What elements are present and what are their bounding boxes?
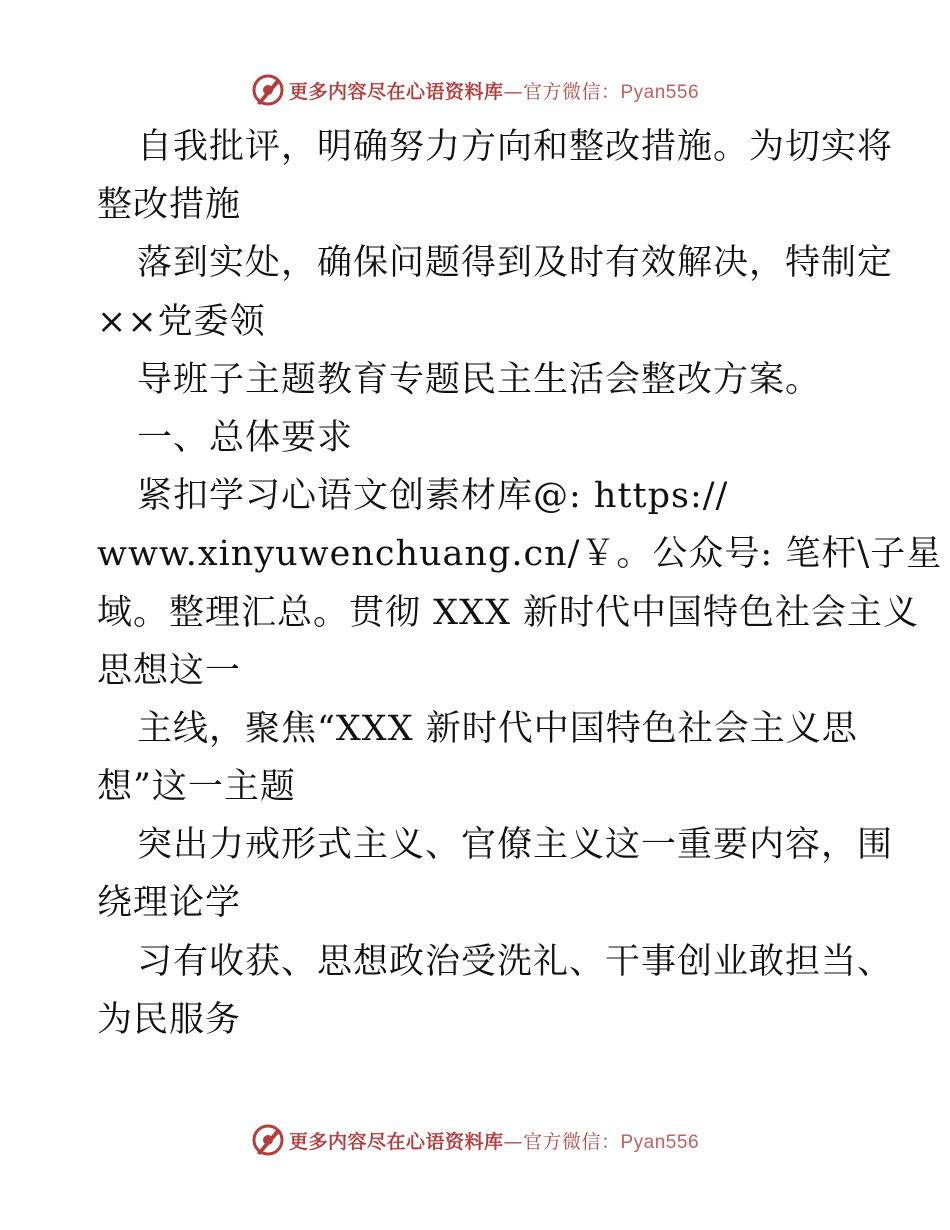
watermark-main-text: 更多内容尽在心语资料库 <box>288 80 504 103</box>
text-line: 突出力戒形式主义、官僚主义这一重要内容，围 <box>137 825 894 866</box>
watermark-dash: — <box>503 1130 523 1153</box>
text-line: 导班子主题教育专题民主生活会整改方案。 <box>137 359 822 400</box>
text-line: 主线，聚焦“XXX 新时代中国特色社会主义思 <box>137 708 858 749</box>
section-heading: 一、总体要求 <box>137 417 354 458</box>
text-line: 整改措施 <box>97 185 242 226</box>
text-line: 落到实处，确保问题得到及时有效解决，特制定 <box>137 243 894 284</box>
footer-watermark <box>0 1120 950 1160</box>
watermark-dash: — <box>503 80 523 103</box>
text-line: 紧扣学习心语文创素材库@: https:// <box>137 476 729 517</box>
text-line: 域。整理汇总。贯彻 XXX 新时代中国特色社会主义 <box>97 592 920 633</box>
watermark-wechat-id: Pyan556 <box>620 1131 700 1153</box>
watermark-main-text: 更多内容尽在心语资料库 <box>288 1130 504 1153</box>
text-line: 想”这一主题 <box>97 767 296 808</box>
watermark-wechat-id: Pyan556 <box>620 81 700 103</box>
header-watermark <box>0 70 950 110</box>
quill-logo-icon <box>251 1123 285 1157</box>
document-body <box>97 118 943 1049</box>
text-line: 为民服务 <box>97 999 242 1040</box>
text-line: 习有收获、思想政治受洗礼、干事创业敢担当、 <box>137 941 894 982</box>
text-line: 自我批评，明确努力方向和整改措施。为切实将 <box>137 127 894 167</box>
text-line: 绕理论学 <box>97 883 242 924</box>
text-line: www.xinyuwenchuang.cn/￥。公众号: 笔杆\子星 <box>97 534 943 575</box>
watermark-label: 官方微信： <box>522 80 621 103</box>
text-line: ××党委领 <box>97 301 266 342</box>
watermark-label: 官方微信： <box>522 1130 621 1153</box>
text-line: 思想这一 <box>97 650 242 691</box>
quill-logo-icon <box>251 73 285 107</box>
